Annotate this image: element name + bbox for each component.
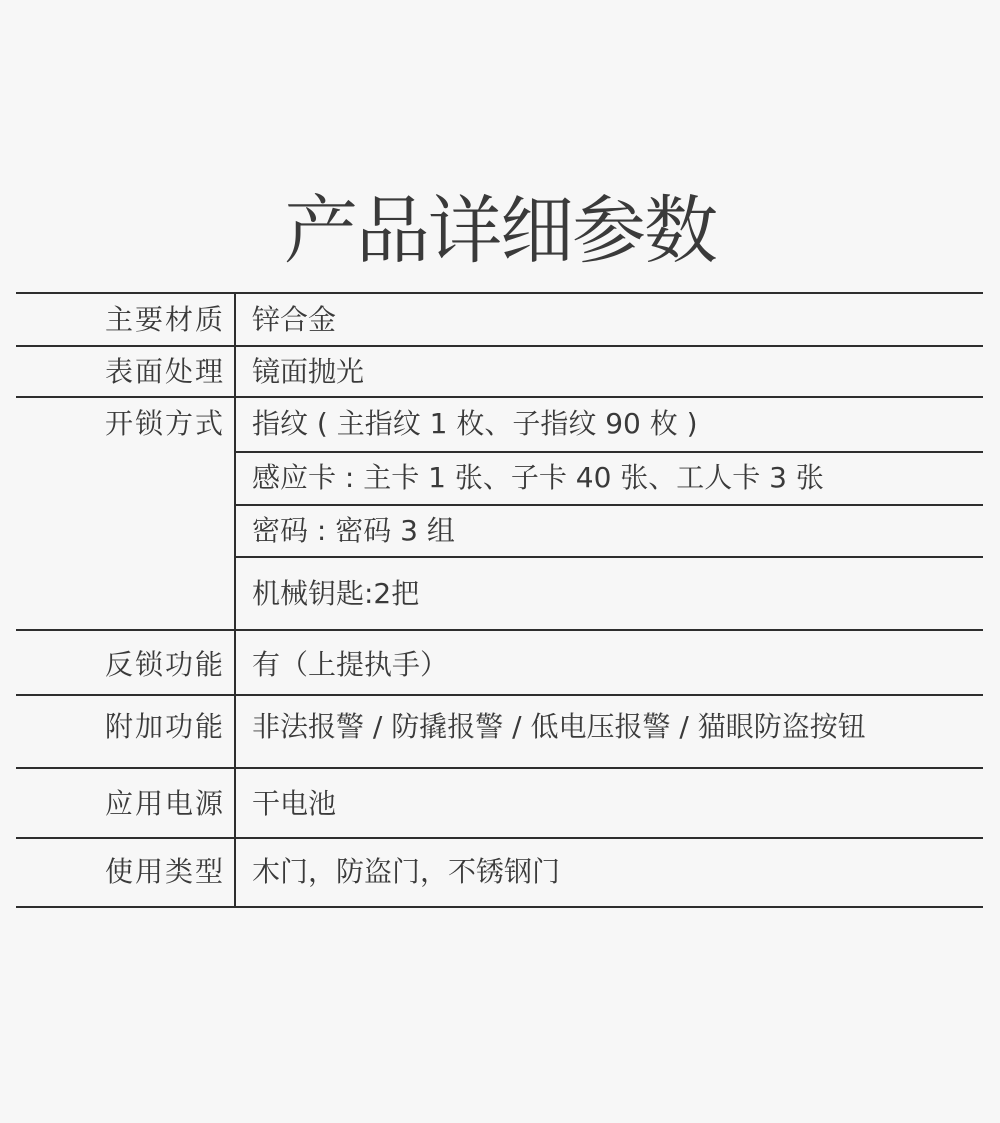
row-divider <box>16 837 983 839</box>
row-divider <box>16 396 983 398</box>
spec-label-surface: 表面处理 <box>104 355 225 388</box>
spec-value-unlock-password: 密码 : 密码 3 组 <box>252 514 455 547</box>
sub-row-divider <box>234 451 983 453</box>
spec-value-antilock: 有（上提执手） <box>252 648 449 681</box>
row-divider <box>16 767 983 769</box>
sub-row-divider <box>234 556 983 558</box>
spec-value-unlock-card: 感应卡 : 主卡 1 张、子卡 40 张、工人卡 3 张 <box>252 461 824 494</box>
spec-value-unlock-fingerprint: 指纹 ( 主指纹 1 枚、子指纹 90 枚 ) <box>252 407 698 440</box>
spec-label-extra: 附加功能 <box>104 710 225 743</box>
row-divider <box>16 629 983 631</box>
sub-row-divider <box>234 504 983 506</box>
spec-label-usage: 使用类型 <box>104 855 225 888</box>
page-title: 产品详细参数 <box>284 188 716 274</box>
spec-label-material: 主要材质 <box>104 303 225 336</box>
spec-value-unlock-key: 机械钥匙:2把 <box>252 577 420 610</box>
table-bottom-border <box>16 906 983 908</box>
table-top-border <box>16 292 983 294</box>
row-divider <box>16 694 983 696</box>
column-divider <box>234 292 236 908</box>
spec-value-surface: 镜面抛光 <box>252 355 365 388</box>
spec-value-usage: 木门，防盗门，不锈钢门 <box>252 855 561 888</box>
spec-value-material: 锌合金 <box>252 303 337 336</box>
spec-label-antilock: 反锁功能 <box>104 648 225 681</box>
row-divider <box>16 345 983 347</box>
spec-label-unlock: 开锁方式 <box>104 407 225 440</box>
spec-value-power: 干电池 <box>252 787 337 820</box>
spec-label-power: 应用电源 <box>104 787 225 820</box>
spec-value-extra: 非法报警 / 防撬报警 / 低电压报警 / 猫眼防盗按钮 <box>252 710 866 743</box>
